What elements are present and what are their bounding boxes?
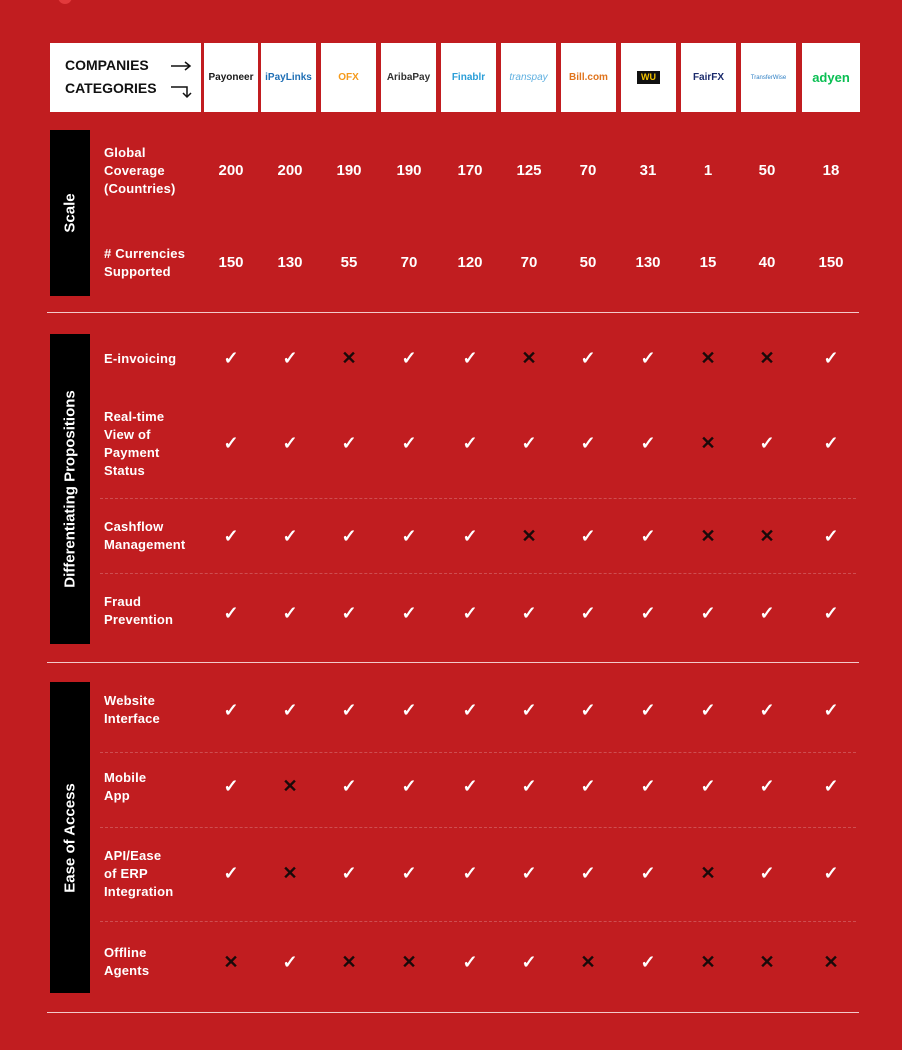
- cross-icon: ✕: [401, 952, 417, 972]
- row-label: # Currencies Supported: [104, 246, 186, 279]
- check-icon: ✓: [401, 776, 417, 796]
- row-divider: [100, 921, 856, 922]
- logo-text: OFX: [338, 71, 359, 83]
- value-cell: 190: [396, 162, 422, 179]
- value-cell: 125: [516, 162, 542, 179]
- check-icon: ✓: [401, 700, 417, 720]
- check-icon: ✓: [462, 603, 478, 623]
- check-icon: ✓: [223, 603, 239, 623]
- check-icon: ✓: [580, 776, 596, 796]
- cross-icon: ✕: [282, 863, 298, 883]
- row-divider: [100, 827, 856, 828]
- cross-icon: ✕: [700, 863, 716, 883]
- logo-text: Bill.com: [569, 71, 608, 83]
- value-cell: 50: [579, 254, 597, 271]
- check-icon: ✓: [341, 863, 357, 883]
- logo-text: AribaPay: [386, 71, 431, 83]
- categories-label: CATEGORIES: [65, 80, 157, 96]
- row-label: Cashflow Management: [104, 519, 186, 552]
- value-cell: 18: [822, 162, 840, 179]
- check-icon: ✓: [640, 776, 656, 796]
- check-icon: ✓: [640, 603, 656, 623]
- check-icon: ✓: [341, 433, 357, 453]
- logo-payoneer: [204, 43, 258, 112]
- check-icon: ✓: [282, 433, 298, 453]
- logo-western-union: [621, 43, 676, 112]
- value-cell: 40: [758, 254, 776, 271]
- check-icon: ✓: [341, 776, 357, 796]
- category-bar: [50, 130, 90, 296]
- check-icon: ✓: [759, 700, 775, 720]
- cross-icon: ✕: [580, 952, 596, 972]
- check-icon: ✓: [223, 863, 239, 883]
- cross-icon: ✕: [823, 952, 839, 972]
- check-icon: ✓: [823, 863, 839, 883]
- check-icon: ✓: [341, 700, 357, 720]
- logo-transpay: [501, 43, 556, 112]
- row-label: Mobile App: [104, 770, 147, 803]
- companies-label: COMPANIES: [65, 57, 149, 73]
- check-icon: ✓: [823, 603, 839, 623]
- check-icon: ✓: [223, 526, 239, 546]
- cross-icon: ✕: [223, 952, 239, 972]
- check-icon: ✓: [640, 348, 656, 368]
- check-icon: ✓: [462, 433, 478, 453]
- value-cell: 70: [520, 254, 538, 271]
- value-cell: 130: [277, 254, 303, 271]
- check-icon: ✓: [282, 526, 298, 546]
- check-icon: ✓: [700, 776, 716, 796]
- row-divider: [100, 573, 856, 574]
- value-cell: 50: [758, 162, 776, 179]
- row-label: Global Coverage (Countries): [104, 145, 176, 196]
- check-icon: ✓: [640, 700, 656, 720]
- category-bar: [50, 334, 90, 644]
- arrow-right-icon: [171, 61, 193, 71]
- check-icon: ✓: [401, 603, 417, 623]
- row-label: Offline Agents: [104, 945, 150, 978]
- logo-text: Finablr: [451, 71, 486, 83]
- check-icon: ✓: [282, 700, 298, 720]
- row-label: Real-time View of Payment Status: [104, 409, 165, 478]
- check-icon: ✓: [823, 700, 839, 720]
- logo-bill-com: [561, 43, 616, 112]
- check-icon: ✓: [700, 603, 716, 623]
- value-cell: 190: [336, 162, 362, 179]
- logo-fairfx: [681, 43, 736, 112]
- check-icon: ✓: [462, 952, 478, 972]
- cross-icon: ✕: [700, 526, 716, 546]
- check-icon: ✓: [282, 348, 298, 368]
- section-divider: [47, 1012, 859, 1013]
- check-icon: ✓: [640, 863, 656, 883]
- logo-text: FairFX: [692, 71, 725, 83]
- check-icon: ✓: [462, 863, 478, 883]
- cross-icon: ✕: [700, 348, 716, 368]
- cross-icon: ✕: [759, 952, 775, 972]
- check-icon: ✓: [521, 433, 537, 453]
- logo-text: Payoneer: [208, 71, 254, 83]
- value-cell: 150: [218, 254, 244, 271]
- value-cell: 130: [635, 254, 661, 271]
- top-decoration: [58, 0, 72, 4]
- logo-text: adyen: [812, 70, 850, 85]
- value-cell: 70: [579, 162, 597, 179]
- cross-icon: ✕: [521, 348, 537, 368]
- cross-icon: ✕: [341, 348, 357, 368]
- check-icon: ✓: [580, 348, 596, 368]
- logo-ipaylinks: [261, 43, 316, 112]
- check-icon: ✓: [223, 700, 239, 720]
- check-icon: ✓: [823, 776, 839, 796]
- logo-text: WU: [637, 71, 660, 84]
- check-icon: ✓: [823, 348, 839, 368]
- check-icon: ✓: [521, 603, 537, 623]
- check-icon: ✓: [282, 603, 298, 623]
- cross-icon: ✕: [759, 348, 775, 368]
- check-icon: ✓: [580, 863, 596, 883]
- category-label: Ease of Access: [61, 782, 79, 893]
- value-cell: 170: [457, 162, 483, 179]
- check-icon: ✓: [521, 863, 537, 883]
- logo-ofx: [321, 43, 376, 112]
- check-icon: ✓: [640, 952, 656, 972]
- value-cell: 120: [457, 254, 483, 271]
- check-icon: ✓: [580, 433, 596, 453]
- check-icon: ✓: [223, 348, 239, 368]
- check-icon: ✓: [759, 433, 775, 453]
- check-icon: ✓: [401, 348, 417, 368]
- header-box: [50, 43, 201, 112]
- value-cell: 200: [277, 162, 303, 179]
- check-icon: ✓: [580, 603, 596, 623]
- check-icon: ✓: [823, 526, 839, 546]
- value-cell: 150: [818, 254, 844, 271]
- value-cell: 70: [400, 254, 418, 271]
- check-icon: ✓: [759, 776, 775, 796]
- category-bar: [50, 682, 90, 993]
- section-divider: [47, 662, 859, 663]
- category-label: Scale: [61, 193, 79, 233]
- check-icon: ✓: [282, 952, 298, 972]
- check-icon: ✓: [640, 433, 656, 453]
- cross-icon: ✕: [341, 952, 357, 972]
- check-icon: ✓: [462, 348, 478, 368]
- check-icon: ✓: [341, 603, 357, 623]
- check-icon: ✓: [759, 863, 775, 883]
- row-label: Fraud Prevention: [104, 594, 174, 627]
- row-label: E-invoicing: [104, 351, 177, 366]
- cross-icon: ✕: [282, 776, 298, 796]
- row-label: Website Interface: [104, 693, 160, 726]
- check-icon: ✓: [521, 952, 537, 972]
- logo-text: transpay: [509, 71, 548, 83]
- logo-transferwise: [741, 43, 796, 112]
- row-divider: [100, 498, 856, 499]
- logo-text: TransferWise: [750, 74, 787, 81]
- logo-aribapay: [381, 43, 436, 112]
- check-icon: ✓: [462, 526, 478, 546]
- check-icon: ✓: [759, 603, 775, 623]
- value-cell: 55: [340, 254, 358, 271]
- row-label: API/Ease of ERP Integration: [104, 848, 174, 899]
- check-icon: ✓: [521, 776, 537, 796]
- cross-icon: ✕: [700, 433, 716, 453]
- value-cell: 200: [218, 162, 244, 179]
- check-icon: ✓: [223, 776, 239, 796]
- logo-adyen: [802, 43, 860, 112]
- check-icon: ✓: [223, 433, 239, 453]
- check-icon: ✓: [401, 433, 417, 453]
- check-icon: ✓: [823, 433, 839, 453]
- check-icon: ✓: [700, 700, 716, 720]
- cross-icon: ✕: [700, 952, 716, 972]
- logo-text: iPayLinks: [265, 71, 312, 83]
- check-icon: ✓: [462, 700, 478, 720]
- check-icon: ✓: [521, 700, 537, 720]
- value-cell: 15: [699, 254, 717, 271]
- check-icon: ✓: [401, 526, 417, 546]
- check-icon: ✓: [462, 776, 478, 796]
- check-icon: ✓: [580, 526, 596, 546]
- row-divider: [100, 752, 856, 753]
- category-label: Differentiating Propositions: [61, 390, 79, 588]
- value-cell: 1: [703, 162, 713, 179]
- cross-icon: ✕: [759, 526, 775, 546]
- check-icon: ✓: [341, 526, 357, 546]
- check-icon: ✓: [580, 700, 596, 720]
- check-icon: ✓: [401, 863, 417, 883]
- arrow-down-icon: [171, 83, 193, 99]
- section-divider: [47, 312, 859, 313]
- logo-finablr: [441, 43, 496, 112]
- value-cell: 31: [639, 162, 657, 179]
- cross-icon: ✕: [521, 526, 537, 546]
- check-icon: ✓: [640, 526, 656, 546]
